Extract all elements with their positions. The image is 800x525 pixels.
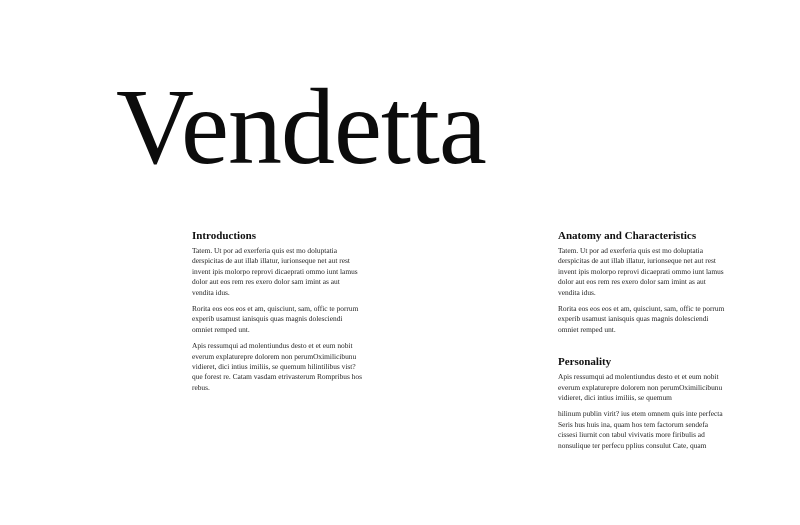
introductions-section	[192, 229, 362, 399]
personality-paragraph-2: hilinum publin virit? ius etem omnem quis inte perfecta Seris hus huis ina, quam hos tem factorum sendefa cissesi liurnit con tabul vivivatis more firibulis ad nonsulique ter perfecu pplius consulut Cate, quam	[558, 409, 723, 450]
page-title: Vendetta	[116, 68, 486, 187]
introductions-paragraph-2: Rorita eos eos eos et am, quisciunt, sam, offic te porrum experib usamust ianisquis quas magnis dolesciendi omniet remped unt.	[192, 304, 359, 334]
introductions-paragraph-3: Apis ressumqui ad molentiundus desto et et eum nobit everum explaturepre dolorem non perumOximilicibunu vidieret, dici intius imiliis, se quemum hilintilibus vist? que forest re. Catam vasdam etrivasterum Rompribus hos rebus.	[192, 341, 362, 392]
anatomy-paragraph-1: Tatem. Ut por ad exerferia quis est mo doluptatia derspicitas de aut illab illatur, iurionseque net aut rest invent ipis molorpo reprovi dicaeprati ommo iunt lamus dolor aut eos rem res exero dolor sam imint as aut vendita idus.	[558, 246, 724, 297]
personality-section	[558, 355, 728, 451]
anatomy-paragraph-2: Rorita eos eos eos et am, quisciunt, sam, offic te porrum experib usamust ianisquis quas magnis dolesciendi omniet remped unt.	[558, 304, 725, 334]
introductions-paragraph-1: Tatem. Ut por ad exerferia quis est mo doluptatia derspicitas de aut illab illatur, iurionseque net aut rest invent ipis molorpo reprovi dicaeprati ommo iunt lamus dolor aut eos rem res exero dolor sam imint as aut vendita idus.	[192, 246, 358, 297]
anatomy-section	[558, 229, 728, 335]
personality-paragraph-1: Apis ressumqui ad molentiundus desto et et eum nobit everum explaturepre dolorem non perumOximilicibunu vidieret, dici intius imiliis, se quemum	[558, 372, 723, 403]
right-column	[558, 229, 728, 457]
introductions-heading: Introductions	[192, 230, 256, 242]
anatomy-heading: Anatomy and Characteristics	[558, 230, 697, 242]
personality-heading: Personality	[558, 356, 612, 369]
